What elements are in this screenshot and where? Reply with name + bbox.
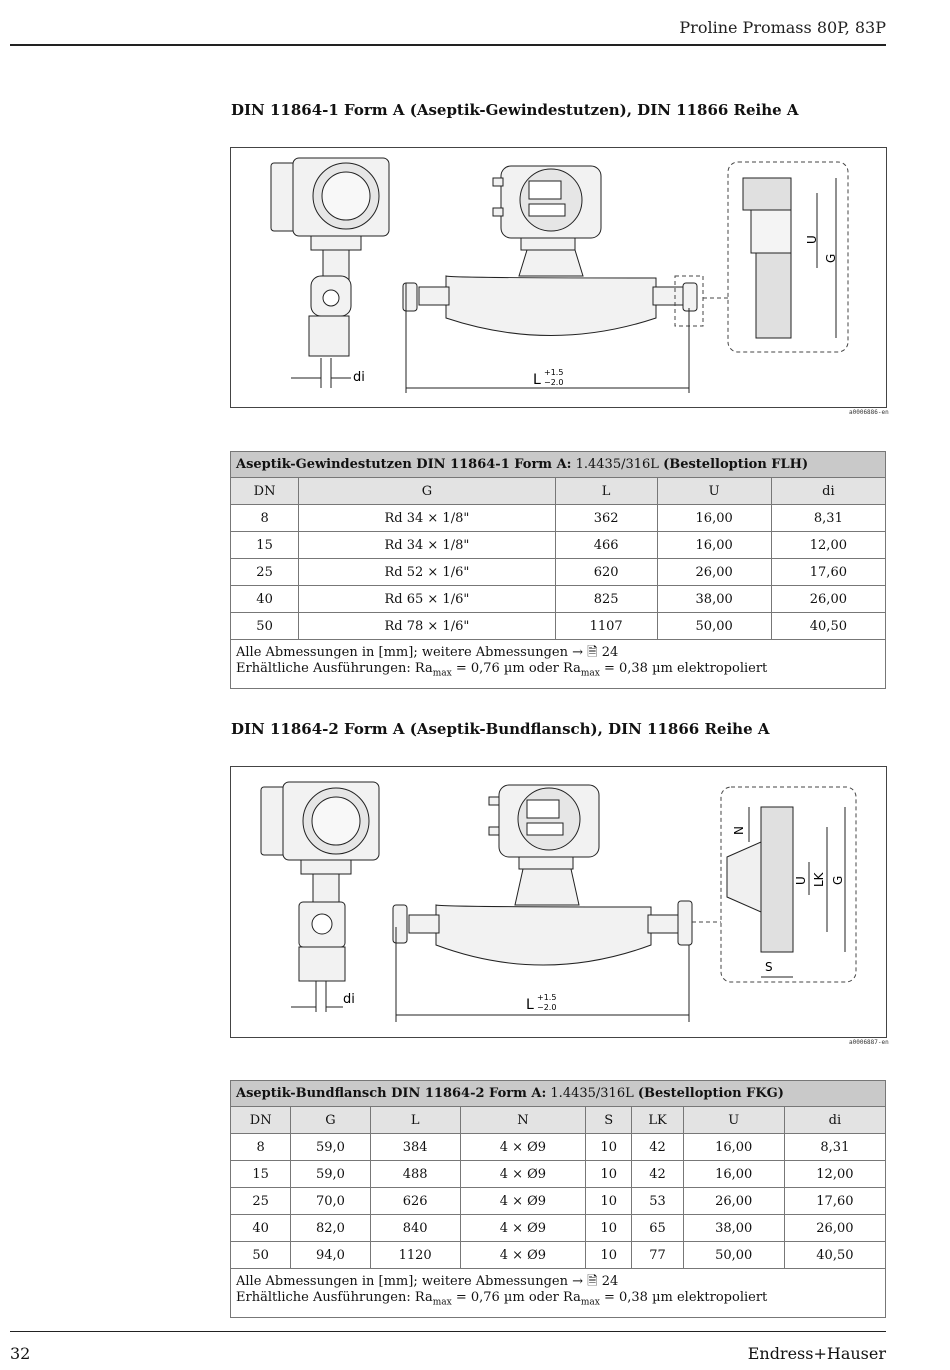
table-header: DN [231,478,299,505]
di-label-1: di [353,370,365,385]
figure-code-1: a0006886-en [849,409,889,416]
table-header: S [586,1107,632,1134]
table-header: N [460,1107,585,1134]
L-tolerance-minus-1: −2.0 [544,378,564,387]
G-label-2: G [831,875,845,885]
table1-note: Alle Abmessungen in [mm]; weitere Abmessungen → 🗎 24 Erhältliche Ausführungen: $Ra_{max} = 0,76$ µm oder $Ra_{max} = 0,38$ µm elektropoliert [231,640,886,689]
table-header: di [771,478,885,505]
aseptik-gewindestutzen-table [230,451,886,689]
section2-drawing [230,766,887,1038]
table-row: 40 Rd 65 × 1/6" 825 38,00 26,00 [231,586,886,613]
page-number: 32 [10,1344,31,1363]
table-header: LK [632,1107,683,1134]
table-row: 8 59,0 384 4 × Ø9 10 42 16,00 8,31 [231,1134,886,1161]
footer-divider [10,1331,886,1332]
U-label-1: U [805,235,819,244]
L-tolerance-minus-2: −2.0 [537,1003,557,1012]
section1-title: DIN 11864-1 Form A (Aseptik-Gewindestutzen), DIN 11866 Reihe A [231,101,799,119]
section2-title: DIN 11864-2 Form A (Aseptik-Bundflansch), DIN 11866 Reihe A [231,720,770,738]
di-label-2: di [343,992,355,1007]
L-label-2: L [526,997,534,1013]
figure-code-2: a0006887-en [849,1039,889,1046]
table2-note: Alle Abmessungen in [mm]; weitere Abmessungen → 🗎 24 Erhältliche Ausführungen: $Ra_{max} = 0,76$ µm oder $Ra_{max} = 0,38$ µm elektropoliert [231,1269,886,1318]
L-label-1: L [533,372,541,388]
table-row: 40 82,0 840 4 × Ø9 10 65 38,00 26,00 [231,1215,886,1242]
running-header: Proline Promass 80P, 83P [679,18,886,37]
aseptik-bundflansch-table [230,1080,886,1318]
table-header: G [299,478,556,505]
G-label-1: G [824,253,838,263]
header-divider [10,44,886,46]
table-header: L [370,1107,460,1134]
table-row: 15 Rd 34 × 1/8" 466 16,00 12,00 [231,532,886,559]
table-header: di [784,1107,885,1134]
table-row: 8 Rd 34 × 1/8" 362 16,00 8,31 [231,505,886,532]
section1-drawing [230,147,887,408]
table2-caption: Aseptik-Bundflansch DIN 11864-2 Form A: 1.4435/316L (Bestelloption FKG) [231,1081,886,1107]
LK-label: LK [812,872,826,887]
U-label-2: U [794,876,808,885]
table-row: 50 Rd 78 × 1/6" 1107 50,00 40,50 [231,613,886,640]
footer-brand: Endress+Hauser [747,1344,886,1363]
L-tolerance-plus-1: +1.5 [544,368,564,377]
table-header: U [657,478,771,505]
table-header: U [683,1107,784,1134]
table-row: 25 70,0 626 4 × Ø9 10 53 26,00 17,60 [231,1188,886,1215]
table-row: 25 Rd 52 × 1/6" 620 26,00 17,60 [231,559,886,586]
table-row: 15 59,0 488 4 × Ø9 10 42 16,00 12,00 [231,1161,886,1188]
table-header: G [291,1107,370,1134]
table-row: 50 94,0 1120 4 × Ø9 10 77 50,00 40,50 [231,1242,886,1269]
N-label: N [732,826,746,835]
table-header: DN [231,1107,291,1134]
L-tolerance-plus-2: +1.5 [537,993,557,1002]
table1-caption: Aseptik-Gewindestutzen DIN 11864-1 Form A: 1.4435/316L (Bestelloption FLH) [231,452,886,478]
table-header: L [555,478,657,505]
S-label: S [765,960,773,974]
